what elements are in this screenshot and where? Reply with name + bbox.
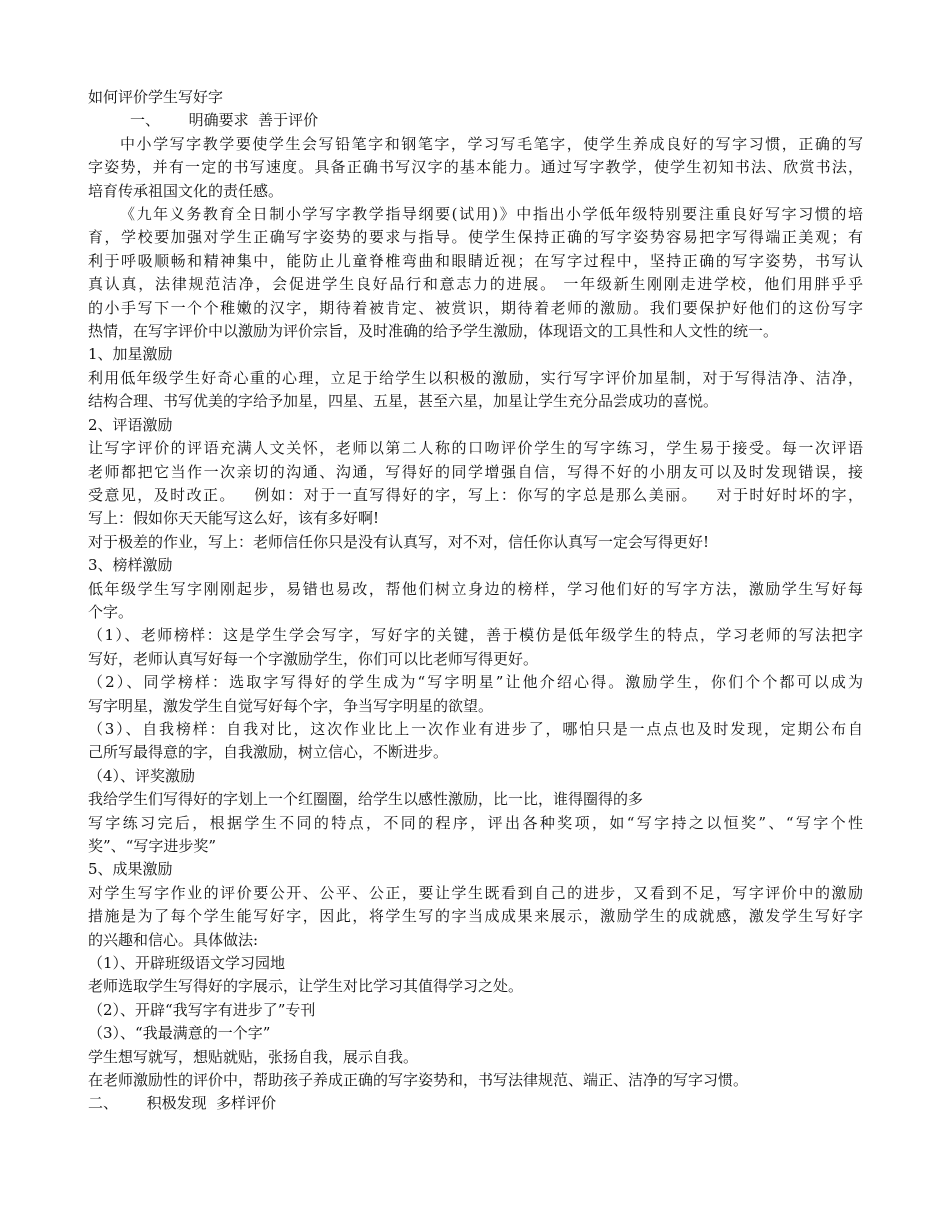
paragraph-line: 热情，在写字评价中以激励为评价宗旨，及时准确的给予学生激励，体现语文的工具性和人文性的统一。	[88, 322, 779, 341]
paragraph-line: 老师选取学生写得好的字展示，让学生对比学习其值得学习之处。	[88, 977, 524, 996]
list-item-line: （3）、自我榜样：自我对比，这次作业比上一次作业有进步了，哪怕只是一点点也及时发现，定期公布自	[88, 719, 863, 738]
paragraph-line: 结构合理、书写优美的字给予加星，四星、五星，甚至六星，加星让学生充分品尝成功的喜悦。	[88, 392, 719, 411]
paragraph-line: 老师都把它当作一次亲切的沟通、沟通，写得好的同学增强自信，写得不好的小朋友可以及时发现错误，接	[88, 462, 863, 481]
list-item-line: （2）、开辟“我写字有进步了”专刊	[88, 1000, 316, 1019]
paragraph-line: 写字练习完后，根据学生不同的特点，不同的程序，评出各种奖项，如“写字持之以恒奖”、“写字个性	[88, 813, 863, 832]
paragraph-line: 个字。	[88, 602, 134, 621]
subheading: 1、加星激励	[88, 345, 173, 364]
paragraph-line: 写好，老师认真写好每一个字激励学生，你们可以比老师写得更好。	[88, 649, 539, 668]
paragraph-line: 的小手写下一个个稚嫩的汉字，期待着被肯定、被赏识，期待着老师的激励。我们要保护好他们的这份写字	[88, 298, 863, 317]
list-item-line: （1）、老师榜样：这是学生学会写字，写好字的关键，善于模仿是低年级学生的特点，学习老师的写法把字	[88, 626, 863, 645]
paragraph-line: 措施是为了每个学生能写好字，因此，将学生写的字当成成果来展示，激励学生的成就感，激发学生写好字	[88, 907, 863, 926]
paragraph-line: 我给学生们写得好的字划上一个红圈圈，给学生以感性激励，比一比，谁得圈得的多	[88, 790, 644, 809]
paragraph-line: 写字明星，激发学生自觉写好每个字，争当写字明星的欲望。	[88, 696, 494, 715]
paragraph-line: 写上：假如你天天能写这么好，该有多好啊!	[88, 509, 380, 528]
paragraph-line: 对于极差的作业，写上：老师信任你只是没有认真写，对不对，信任你认真写一定会写得更好!	[88, 532, 710, 551]
subheading: 3、榜样激励	[88, 556, 173, 575]
paragraph-line: 在老师激励性的评价中，帮助孩子养成正确的写字姿势和，书写法律规范、端正、洁净的写字习惯。	[88, 1071, 749, 1090]
paragraph-line: 低年级学生写字刚刚起步，易错也易改，帮他们树立身边的榜样，学习他们好的写字方法，激励学生写好每	[88, 579, 863, 598]
section-heading-2: 二、 积极发现 多样评价	[88, 1094, 277, 1113]
paragraph-line: 利用低年级学生好奇心重的心理，立足于给学生以积极的激励，实行写字评价加星制，对于写得洁净、洁净，	[88, 368, 863, 387]
paragraph-line: 的兴趣和信心。具体做法:	[88, 930, 259, 949]
paragraph-line: 真认真，法律规范洁净，会促进学生良好品行和意志力的进展。 一年级新生刚刚走进学校，他们用胖乎乎	[88, 275, 863, 294]
subheading: 2、评语激励	[88, 415, 173, 434]
document-page	[88, 86, 863, 1116]
paragraph-line: 利于呼吸顺畅和精神集中，能防止儿童脊椎弯曲和眼睛近视；在写字过程中，坚持正确的写字姿势，书写认	[88, 251, 863, 270]
paragraph-line: 中小学写字教学要使学生会写铅笔字和钢笔字，学习写毛笔字，使学生养成良好的写字习惯，正确的写	[120, 134, 863, 153]
paragraph-line: 对学生写字作业的评价要公开、公平、公正，要让学生既看到自己的进步，又看到不足，写字评价中的激励	[88, 883, 863, 902]
list-item-line: （3）、“我最满意的一个字”	[88, 1024, 271, 1043]
paragraph-line: 《九年义务教育全日制小学写字教学指导纲要(试用)》中指出小学低年级特别要注重良好写字习惯的培	[120, 205, 863, 224]
paragraph-line: 己所写最得意的字，自我激励，树立信心，不断进步。	[88, 743, 449, 762]
list-item-line: （2）、同学榜样：选取字写得好的学生成为“写字明星”让他介绍心得。激励学生，你们个个都可以成为	[88, 673, 863, 692]
section-heading-1: 一、 明确要求 善于评价	[130, 111, 319, 130]
list-item-line: （4）、评奖激励	[88, 766, 196, 785]
subheading: 5、成果激励	[88, 860, 173, 879]
list-item-line: （1）、开辟班级语文学习园地	[88, 954, 286, 973]
paragraph-line: 奖”、“写字进步奖”	[88, 837, 217, 855]
document-title: 如何评价学生写好字	[88, 88, 224, 106]
paragraph-line: 受意见，及时改正。 例如：对于一直写得好的字，写上：你写的字总是那么美丽。 对于时好时坏的字，	[88, 485, 863, 504]
paragraph-line: 育，学校要加强对学生正确写字姿势的要求与指导。使学生保持正确的写字姿势容易把字写得端正美观；有	[88, 228, 863, 247]
paragraph-line: 字姿势，并有一定的书写速度。具备正确书写汉字的基本能力。通过写字教学，使学生初知书法、欣赏书法，	[88, 158, 863, 177]
paragraph-line: 让写字评价的评语充满人文关怀，老师以第二人称的口吻评价学生的写字练习，学生易于接受。每一次评语	[88, 439, 863, 458]
paragraph-line: 培育传承祖国文化的责任感。	[88, 181, 284, 200]
paragraph-line: 学生想写就写，想贴就贴，张扬自我，展示自我。	[88, 1047, 419, 1066]
